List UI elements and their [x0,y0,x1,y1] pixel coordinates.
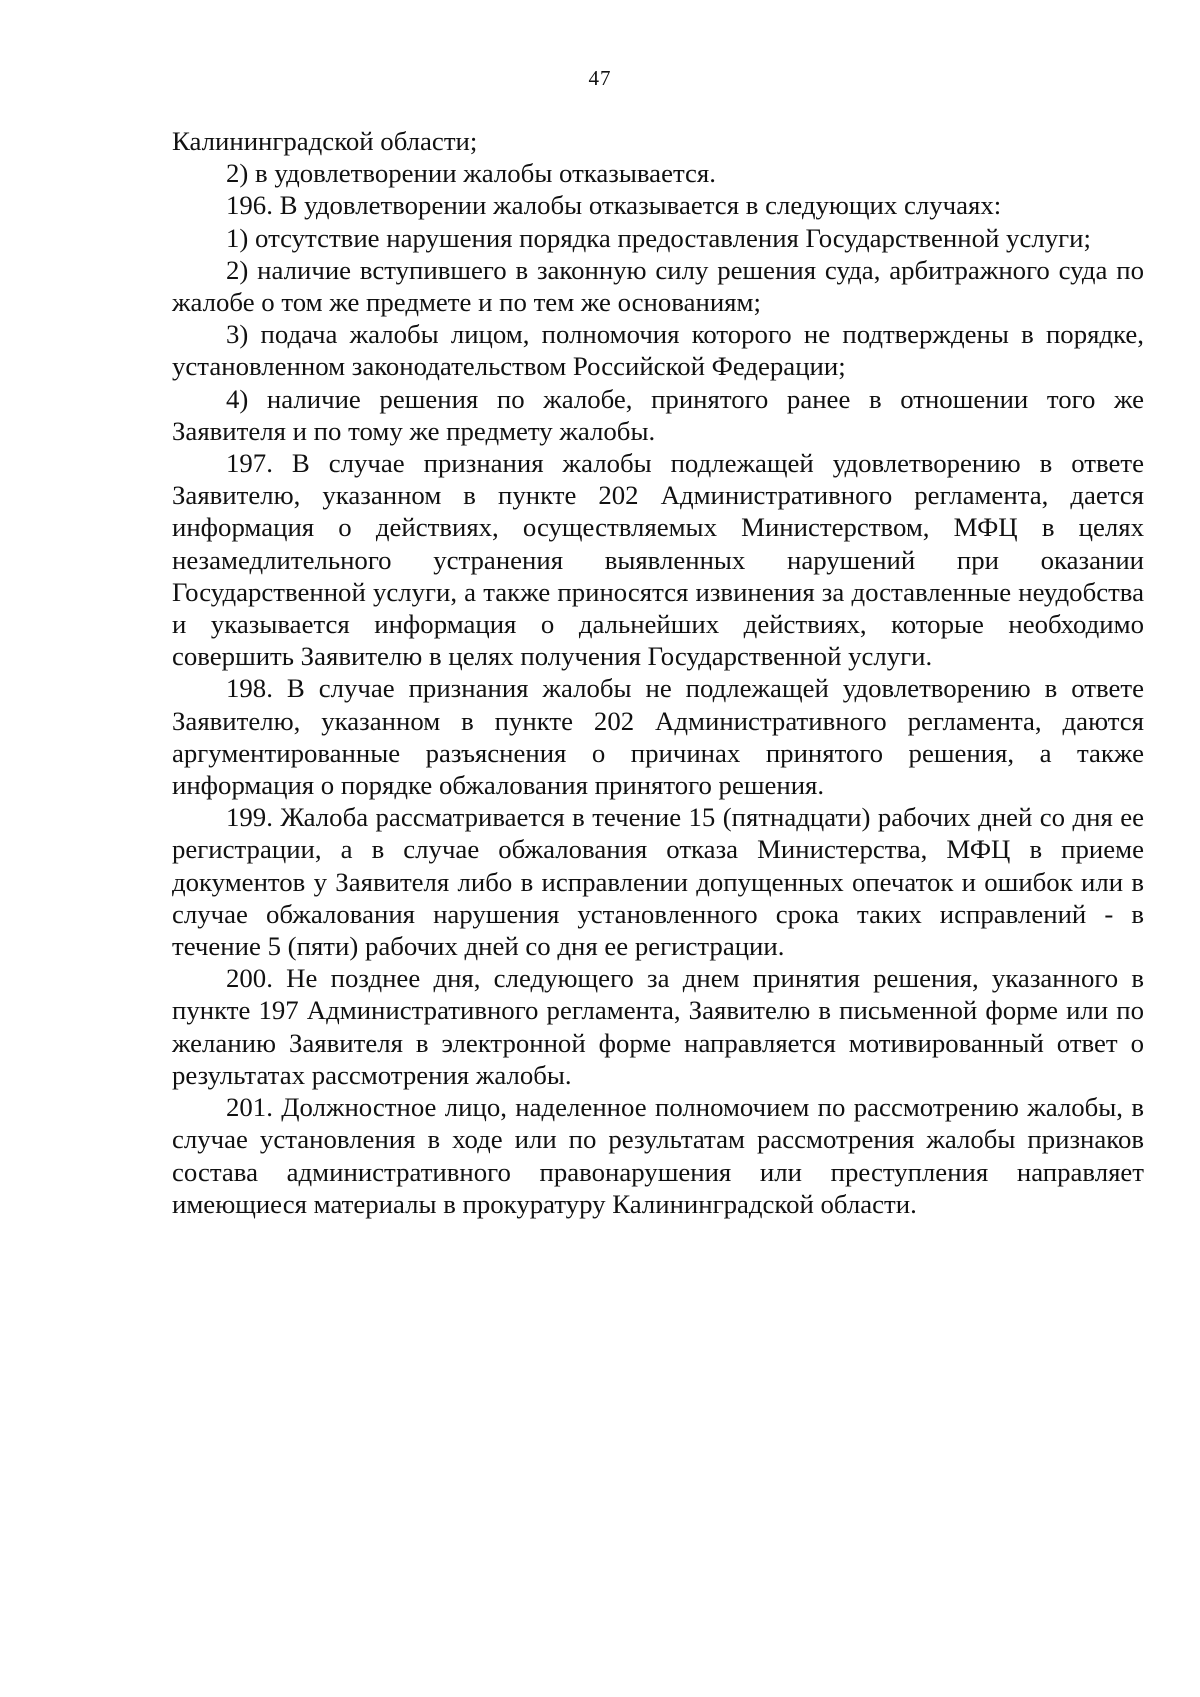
paragraph-196: 196. В удовлетворении жалобы отказывается в следующих случаях: [226,190,1002,221]
page-number: 47 [588,66,612,90]
paragraph-196-item-4: 4) наличие решения по жалобе, принятого ранее в отношении того же Заявителя и по тому же предмету жалобы. [172,383,1144,446]
paragraph-continuation: Калининградской области; [172,126,478,156]
paragraph-item-2: 2) в удовлетворении жалобы отказывается. [226,158,716,189]
paragraph-196-item-2: 2) наличие вступившего в законную силу решения суда, арбитражного суда по жалобе о том же предмете и по тем же основаниям; [172,254,1144,318]
paragraph-196-item-1: 1) отсутствие нарушения порядка предоставления Государственной услуги; [226,222,1091,253]
paragraph-201: 201. Должностное лицо, наделенное полномочием по рассмотрению жалобы, в случае установления в ходе или по результатам рассмотрения жалобы признаков состава административного правонарушения или преступления направляет имеющиеся материалы в прокуратуру Калининградской области. [172,1092,1144,1219]
paragraph-197: 197. В случае признания жалобы подлежащей удовлетворению в ответе Заявителю, указанном в пункте 202 Административного регламента, дается информация о действиях, осуществляемых Министерством, МФЦ в целях незамедлительного устранения выявленных нарушений при оказании Государственной услуги, а также приносятся извинения за доставленные неудобства и указывается информация о дальнейших действиях, которые необходимо совершить Заявителю в целях получения Государственной услуги. [172,448,1144,672]
document-body [172,125,1144,1220]
paragraph-200: 200. Не позднее дня, следующего за днем принятия решения, указанного в пункте 197 Административного регламента, Заявителю в письменной форме или по желанию Заявителя в электронной форме направляется мотивированный ответ о результатах рассмотрения жалобы. [172,963,1144,1090]
paragraph-196-item-3: 3) подача жалобы лицом, полномочия которого не подтверждены в порядке, установленном законодательством Российской Федерации; [172,319,1144,382]
paragraph-199: 199. Жалоба рассматривается в течение 15 (пятнадцати) рабочих дней со дня ее регистрации, а в случае обжалования отказа Министерства, МФЦ в приеме документов у Заявителя либо в исправлении допущенных опечаток и ошибок или в случае обжалования нарушения установленного срока таких исправлений - в течение 5 (пяти) рабочих дней со дня ее регистрации. [172,802,1144,962]
paragraph-198: 198. В случае признания жалобы не подлежащей удовлетворению в ответе Заявителю, указанном в пункте 202 Административного регламента, даются аргументированные разъяснения о причинах принятого решения, а также информация о порядке обжалования принятого решения. [172,673,1144,801]
